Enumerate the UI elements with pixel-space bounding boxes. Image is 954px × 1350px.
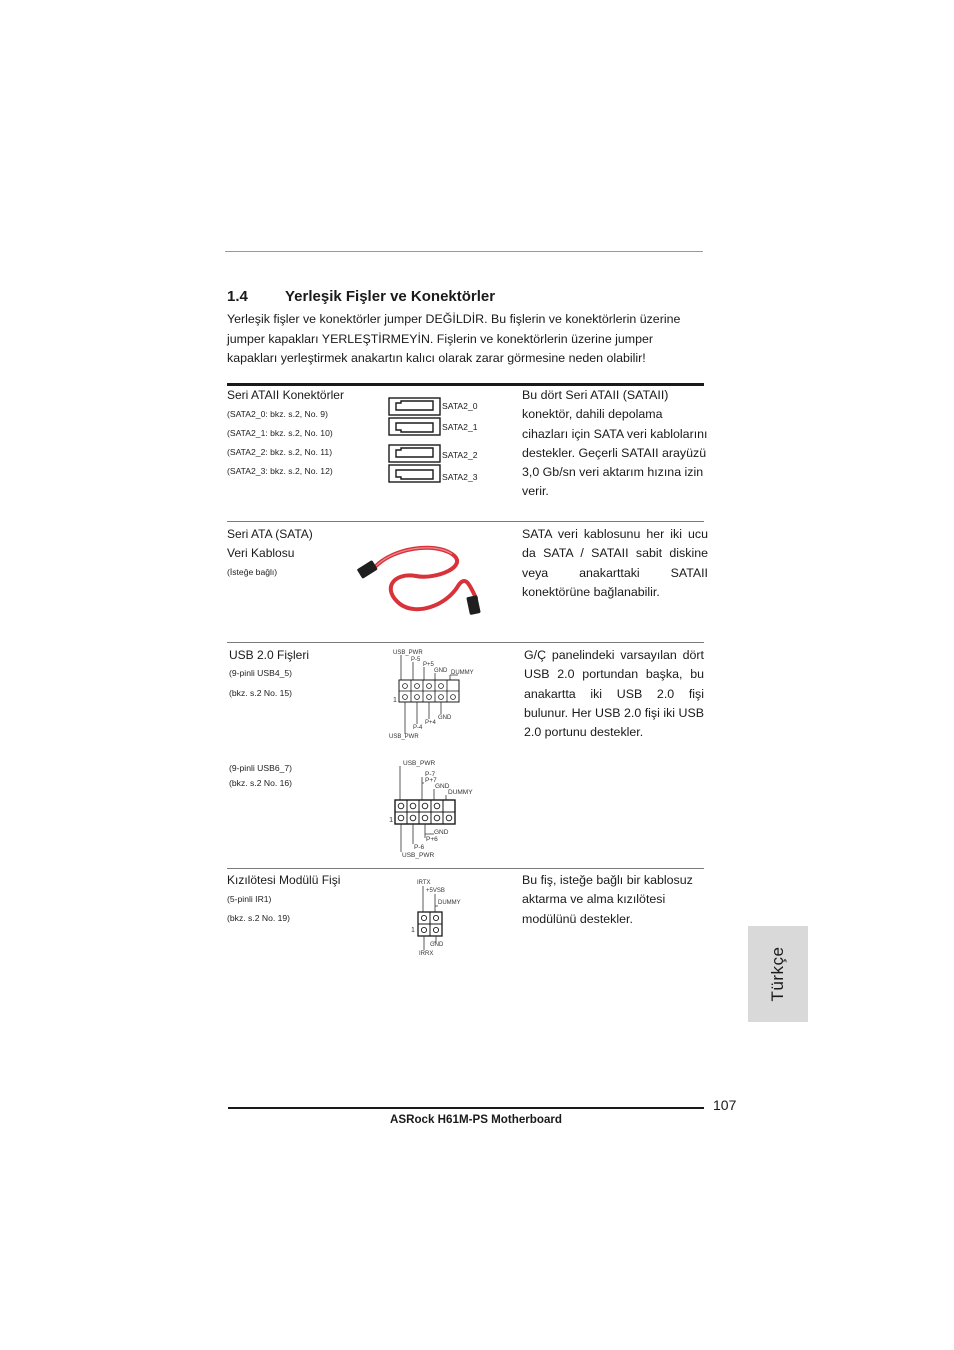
language-tab-label: Türkçe	[768, 946, 787, 1002]
cable-label-line1: Seri ATA (SATA)	[227, 527, 313, 541]
h1-bot2: P+4	[425, 720, 436, 726]
h2-bot2: P+6	[426, 836, 438, 843]
h2-top2: P-7	[425, 771, 436, 778]
ir-pin1: 1	[411, 927, 415, 934]
h1-pin1: 1	[393, 697, 397, 704]
usb-ref1b: (bkz. s.2 No. 15)	[229, 688, 293, 698]
h2-top3: P+7	[425, 777, 437, 784]
sata-ref-3: (SATA2_3: bkz. s.2, No. 12)	[227, 466, 333, 476]
h1-bot4: USB_PWR	[389, 734, 419, 740]
h1-bot3: P-4	[413, 725, 423, 731]
h2-pin1: 1	[389, 815, 394, 824]
ir-top3: DUMMY	[438, 900, 461, 906]
h2-top1: USB_PWR	[403, 760, 436, 767]
cable-description: SATA veri kablosunu her iki ucu da SATA / SATAII sabit diskine veya anakarttaki SATAII konektörüne bağlanabilir.	[522, 527, 708, 599]
usb4-5-header-diagram	[388, 646, 480, 742]
ir-top1: IRTX	[417, 880, 431, 886]
ir-description: Bu fiş, isteğe bağlı bir kablosuz aktarma ve alma kızılötesi modülünü destekler.	[522, 873, 693, 926]
cable-optional-note: (İsteğe bağlı)	[227, 567, 278, 577]
h2-top4: GND	[435, 783, 450, 790]
ir-bot2: IRRX	[419, 951, 434, 957]
usb-label: USB 2.0 Fişleri	[229, 648, 310, 662]
sata-port-label-0: SATA2_0	[442, 401, 478, 411]
sata-port-label-1: SATA2_1	[442, 422, 478, 432]
page-number: 107	[713, 1097, 737, 1113]
h1-top5: DUMMY	[451, 670, 474, 676]
ir-bot1: GND	[430, 942, 444, 948]
h1-top1: USB_PWR	[393, 650, 423, 656]
ir-top2: +5VSB	[426, 888, 445, 894]
sata-connectors-diagram	[388, 396, 444, 488]
sata-port-label-2: SATA2_2	[442, 450, 478, 460]
section-heading	[227, 288, 495, 305]
usb-ref2a: (9-pinli USB6_7)	[229, 763, 293, 773]
footer-text: ASRock H61M-PS Motherboard	[390, 1113, 562, 1126]
row-divider	[227, 521, 704, 522]
ir-ref1: (5-pinli IR1)	[227, 894, 272, 904]
h1-bot1: GND	[438, 715, 452, 721]
sata-ref-1: (SATA2_1: bkz. s.2, No. 10)	[227, 428, 333, 438]
h1-top3: P+5	[423, 662, 434, 668]
cable-plug-left	[357, 560, 378, 579]
sata-label: Seri ATAII Konektörler	[227, 388, 344, 402]
usb-ref2b: (bkz. s.2 No. 16)	[229, 778, 293, 788]
h2-bot4: USB_PWR	[402, 852, 435, 859]
sata-description: Bu dört Seri ATAII (SATAII) konektör, dahili depolama cihazları için SATA veri kablolarını destekler. Geçerli SATAII arayüzü 3,0 Gb/sn veri aktarım hızına izin verir.	[522, 388, 708, 499]
h1-top4: GND	[434, 668, 448, 674]
usb-ref1a: (9-pinli USB4_5)	[229, 668, 293, 678]
usb-description: G/Ç panelindeki varsayılan dört USB 2.0 portundan başka, bu anakartta iki USB 2.0 fişi bulunur. Her USB 2.0 fişi iki USB 2.0 portunu destekler.	[524, 648, 704, 740]
sata-port-label-3: SATA2_3	[442, 472, 478, 482]
row-divider	[227, 642, 704, 643]
sata-ref-2: (SATA2_2: bkz. s.2, No. 11)	[227, 447, 333, 457]
row-divider	[227, 868, 704, 869]
h2-bot1: GND	[434, 829, 449, 836]
ir-ref2: (bkz. s.2 No. 19)	[227, 913, 291, 923]
h2-bot3: P-6	[414, 844, 425, 851]
top-rule	[225, 251, 703, 252]
ir-label: Kızılötesi Modülü Fişi	[227, 873, 341, 887]
sata2-0-connector	[389, 398, 440, 415]
sata-ref-0: (SATA2_0: bkz. s.2, No. 9)	[227, 409, 328, 419]
sata-cable-image	[354, 540, 484, 626]
usb6-7-header-diagram	[388, 756, 480, 862]
section-number: 1.4	[227, 288, 248, 305]
ir-header-diagram	[410, 876, 474, 958]
cable-label-line2: Veri Kablosu	[227, 546, 295, 560]
h1-top2: P-5	[411, 657, 421, 663]
sata2-3-connector	[389, 465, 440, 482]
h2-top5: DUMMY	[448, 789, 473, 796]
sata2-2-connector	[389, 445, 440, 462]
sata2-1-connector	[389, 418, 440, 435]
footer-rule	[228, 1107, 704, 1109]
cable-plug-right	[466, 595, 481, 615]
language-tab	[748, 926, 808, 1022]
section-intro: Yerleşik fişler ve konektörler jumper DEĞİLDİR. Bu fişlerin ve konektörlerin üzerine jumper kapakları YERLEŞTİRMEYİN. Fişlerin ve konektörlerin üzerine jumper kapakları yerleştirmek anakartın kalıcı olarak zarar görmesine neden olabilir!	[227, 312, 681, 365]
section-title: Yerleşik Fişler ve Konektörler	[285, 288, 496, 305]
